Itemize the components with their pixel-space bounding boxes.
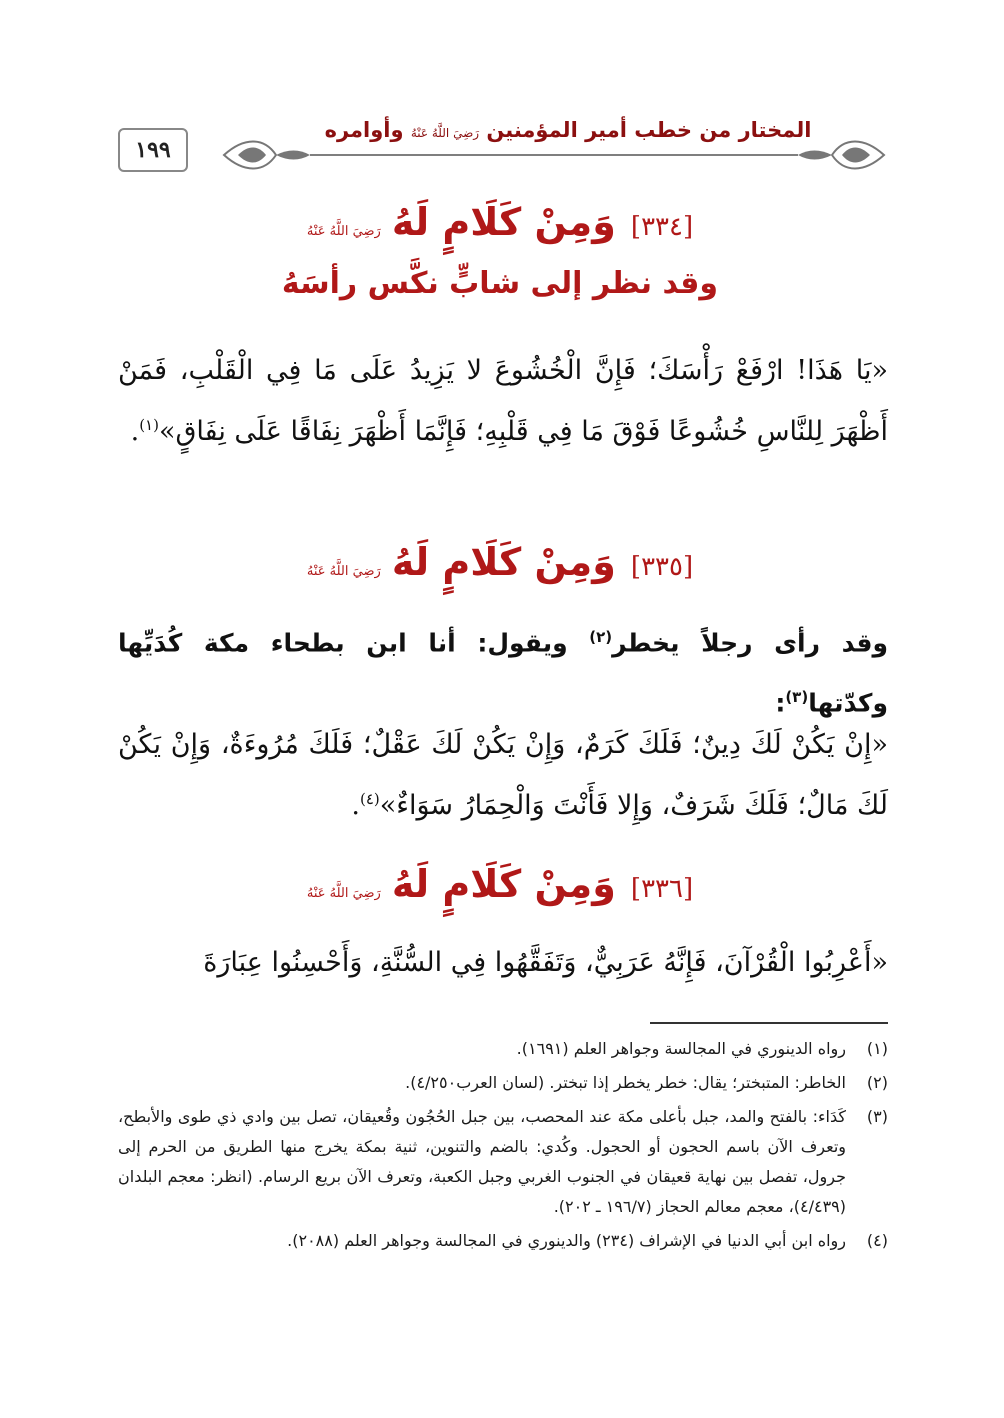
section-title: وَمِنْ كَلَامٍ لَهُ xyxy=(391,862,616,906)
section-heading-336 xyxy=(100,862,900,906)
running-header xyxy=(118,118,888,188)
page-number: ١٩٩ xyxy=(118,128,188,172)
footnote-ref: (٣) xyxy=(785,688,809,707)
footnote-ref: (٢) xyxy=(589,628,613,646)
footnote-number: (٣) xyxy=(866,1107,888,1126)
running-title xyxy=(308,118,828,142)
footnote-3 xyxy=(118,1102,888,1222)
section-honorific: رَضِيَ اللَّهُ عَنْهُ xyxy=(306,886,381,901)
footnote-number: (٤) xyxy=(866,1231,888,1250)
section-subtitle: وقد نظر إلى شابٍّ نكَّس رأسَهُ xyxy=(281,266,719,301)
section-heading-335 xyxy=(100,540,900,584)
section-number: [٣٣٦] xyxy=(630,874,694,904)
footnote-1 xyxy=(118,1034,888,1064)
footnote-text: رواه الدينوري في المجالسة وجواهر العلم (١٦٩١). xyxy=(516,1039,846,1058)
section-title: وَمِنْ كَلَامٍ لَهُ xyxy=(391,200,616,244)
text-end: . xyxy=(130,416,140,447)
running-title-text: المختار من خطب أمير المؤمنين xyxy=(486,118,812,142)
text-end: : xyxy=(775,688,786,718)
footnote-2 xyxy=(118,1068,888,1098)
text-end: . xyxy=(351,790,360,821)
footnote-ref: (٤) xyxy=(359,790,380,808)
section-text-335 xyxy=(118,718,888,833)
footnote-4 xyxy=(118,1226,888,1256)
section-heading-334 xyxy=(100,200,900,244)
footnote-number: (١) xyxy=(866,1039,888,1058)
quote-text: «يَا هَذَا! ارْفَعْ رَأْسَكَ؛ فَإِنَّ الْخُشُوعَ لا يَزِيدُ عَلَى مَا فِي الْقَلْبِ، فَمَنْ أَظْهَرَ لِلنَّاسِ خُشُوعًا فَوْقَ مَا فِي قَلْبِهِ؛ فَإِنَّمَا أَظْهَرَ نِفَاقًا عَلَى نِفَاقٍ» xyxy=(118,355,888,447)
intro-text: ويقول: أنا ابن بطحاء مكة كُدَيِّها وكدّتها xyxy=(118,628,888,718)
footnotes xyxy=(118,1034,888,1260)
section-honorific: رَضِيَ اللَّهُ عَنْهُ xyxy=(306,224,381,239)
footnote-separator xyxy=(650,1022,888,1024)
running-title-end: وأوامره xyxy=(324,118,404,142)
footnote-text: رواه ابن أبي الدنيا في الإشراف (٢٣٤) والدينوري في المجالسة وجواهر العلم (٢٠٨٨). xyxy=(287,1231,846,1250)
running-title-honorific: رَضِيَ اللَّهُ عَنْهُ xyxy=(410,126,480,140)
section-intro-335 xyxy=(118,610,888,731)
footnote-number: (٢) xyxy=(866,1073,888,1092)
section-text-334 xyxy=(118,344,888,459)
footnote-text: الخاطر: المتبختر؛ يقال: خطر يخطر إذا تبختر. (لسان العرب٤/٢٥٠). xyxy=(405,1073,846,1092)
quote-text: «إِنْ يَكُنْ لَكَ دِينٌ؛ فَلَكَ كَرَمٌ، وَإِنْ يَكُنْ لَكَ عَقْلٌ؛ فَلَكَ مُرُوءَةٌ، وَإِنْ يَكُنْ لَكَ مَالٌ؛ فَلَكَ شَرَفٌ، وَإِلا فَأَنْتَ وَالْحِمَارُ سَوَاءٌ» xyxy=(118,729,888,821)
section-text-336 xyxy=(118,936,888,990)
section-subtitle-334 xyxy=(100,266,900,301)
quote-text: «أَعْرِبُوا الْقُرْآنَ، فَإِنَّهُ عَرَبِيٌّ، وَتَفَقَّهُوا فِي السُّنَّةِ، وَأَحْسِنُوا عِبَارَةَ xyxy=(203,947,888,978)
footnote-ref: (١) xyxy=(139,416,159,434)
footnote-text: كَدَاء: بالفتح والمد، جبل بأعلى مكة عند المحصب، بين جبل الحُجُون وقُعيقان، تصل بين وادي ذي طوى والأبطح، وتعرف الآن باسم الحجون أو الحجول. وكُدي: بالضم والتنوين، ثنية بمكة يخرج منها الطريق من الحرم إلى جرول، تفصل بين نهاية قعيقان في الجنوب الغربي وجبل الكعبة، وتعرف الآن بريع الرسام. (انظر: معجم البلدان (٤/٤٣٩)، معجم معالم الحجاز (١٩٦/٧ ـ ٢٠٢). xyxy=(118,1107,846,1216)
section-number: [٣٣٥] xyxy=(630,552,694,582)
intro-text: وقد رأى رجلاً يخطر xyxy=(612,628,888,658)
section-number: [٣٣٤] xyxy=(630,212,694,242)
section-honorific: رَضِيَ اللَّهُ عَنْهُ xyxy=(306,564,381,579)
section-title: وَمِنْ كَلَامٍ لَهُ xyxy=(391,540,616,584)
